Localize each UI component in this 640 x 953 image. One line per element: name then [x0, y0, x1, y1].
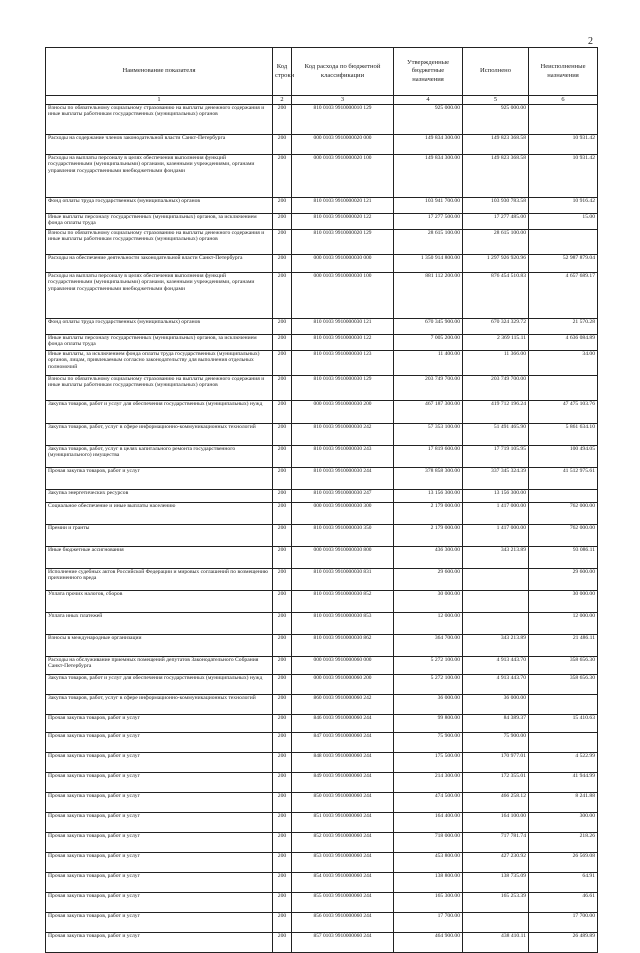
cell-name: Прочая закупка товаров, работ и услуг [46, 893, 273, 913]
cell-executed: 84 389.37 [463, 715, 529, 733]
cell-name: Прочая закупка товаров, работ и услуг [46, 853, 273, 873]
cell-code: 810 0103 9910000010 129 [292, 105, 394, 135]
cell-executed: 172 355.01 [463, 773, 529, 793]
cell-name: Уплата прочих налогов, сборов [46, 591, 273, 613]
cell-line: 200 [273, 351, 292, 376]
cell-name: Прочая закупка товаров, работ и услуг [46, 753, 273, 773]
cell-executed: 75 900.00 [463, 733, 529, 753]
table-row [46, 105, 598, 135]
cell-name: Иные бюджетные ассигнования [46, 547, 273, 569]
cell-code: 849 0103 9910000060 244 [292, 773, 394, 793]
cell-code: 846 0103 9910000060 244 [292, 715, 394, 733]
cell-line: 200 [273, 135, 292, 155]
cell-executed: 203 749 700.00 [463, 376, 529, 401]
cell-approved: 164 400.00 [394, 813, 463, 833]
cell-name: Прочая закупка товаров, работ и услуг [46, 715, 273, 733]
cell-name: Прочая закупка товаров, работ и услуг [46, 793, 273, 813]
cell-approved: 2 179 000.00 [394, 503, 463, 525]
table-row [46, 335, 598, 351]
cell-executed: 925 000.00 [463, 105, 529, 135]
cell-unexecuted: 52 987 879.04 [529, 255, 598, 273]
cell-approved: 29 600.00 [394, 569, 463, 591]
cell-unexecuted: 21 486.11 [529, 635, 598, 657]
cell-executed: 427 230.92 [463, 853, 529, 873]
cell-unexecuted [529, 733, 598, 753]
cell-unexecuted: 30 000.00 [529, 591, 598, 613]
cell-approved: 881 112 200.00 [394, 273, 463, 319]
cell-code: 810 0103 9910000030 122 [292, 335, 394, 351]
cell-unexecuted: 4 657 689.17 [529, 273, 598, 319]
table-row [46, 793, 598, 813]
cell-executed: 11 366.00 [463, 351, 529, 376]
cell-unexecuted: 4 522.99 [529, 753, 598, 773]
page-number: 2 [588, 36, 593, 47]
cell-approved: 378 858 300.00 [394, 468, 463, 490]
cell-name: Социальное обеспечение и иные выплаты населению [46, 503, 273, 525]
cell-line: 200 [273, 675, 292, 695]
cell-unexecuted: 26 569.08 [529, 853, 598, 873]
cell-name: Взносы в международные организации [46, 635, 273, 657]
cell-executed: 438 410.11 [463, 933, 529, 953]
table-row [46, 547, 598, 569]
cell-code: 000 0103 9910000030 200 [292, 401, 394, 424]
cell-code: 810 0103 9910000030 247 [292, 490, 394, 503]
cell-name: Взносы по обязательному социальному страхованию на выплаты денежного содержания и иные выплаты работникам государственных (муниципальных) органов [46, 105, 273, 135]
table-row [46, 468, 598, 490]
cell-unexecuted [529, 376, 598, 401]
cell-executed [463, 913, 529, 933]
cell-line: 200 [273, 753, 292, 773]
cell-approved: 364 700.00 [394, 635, 463, 657]
table-row [46, 503, 598, 525]
cell-executed: 717 781.74 [463, 833, 529, 853]
cell-code: 860 0103 9910000060 242 [292, 695, 394, 715]
cell-line: 200 [273, 913, 292, 933]
cell-executed: 13 156 300.00 [463, 490, 529, 503]
table-row [46, 401, 598, 424]
cell-unexecuted: 41 512 975.61 [529, 468, 598, 490]
cell-unexecuted: 100 494.05 [529, 446, 598, 468]
cell-line: 200 [273, 503, 292, 525]
cell-line: 200 [273, 569, 292, 591]
cell-approved: 165 300.00 [394, 893, 463, 913]
cell-code: 000 0103 9910000030 800 [292, 547, 394, 569]
cell-code: 810 0103 9910000020 129 [292, 230, 394, 255]
cell-line: 200 [273, 833, 292, 853]
cell-approved: 5 272 100.00 [394, 675, 463, 695]
cell-unexecuted: 15.00 [529, 214, 598, 230]
cell-executed: 343 213.89 [463, 635, 529, 657]
cell-code: 810 0103 9910000030 123 [292, 351, 394, 376]
column-number: 4 [394, 96, 463, 105]
cell-line: 200 [273, 547, 292, 569]
table-row [46, 715, 598, 733]
cell-approved: 28 615 100.00 [394, 230, 463, 255]
table-row [46, 753, 598, 773]
cell-approved: 36 000.00 [394, 695, 463, 715]
table-row [46, 933, 598, 953]
column-number: 5 [463, 96, 529, 105]
cell-unexecuted: 46.61 [529, 893, 598, 913]
cell-line: 200 [273, 873, 292, 893]
cell-executed: 337 345 324.39 [463, 468, 529, 490]
table-row [46, 853, 598, 873]
cell-line: 200 [273, 230, 292, 255]
cell-code: 810 0103 9910000030 852 [292, 591, 394, 613]
cell-name: Прочая закупка товаров, работ и услуг [46, 733, 273, 753]
cell-approved: 30 000.00 [394, 591, 463, 613]
table-row [46, 135, 598, 155]
cell-name: Иные выплаты, за исключением фонда оплаты труда государственных (муниципальных) органов, лицам, привлекаемым согласно законодательству для выполнения отдельных полномочий [46, 351, 273, 376]
cell-line: 200 [273, 635, 292, 657]
table-row [46, 675, 598, 695]
cell-code: 000 0103 9910000030 100 [292, 273, 394, 319]
cell-line: 200 [273, 853, 292, 873]
cell-unexecuted: 17 700.00 [529, 913, 598, 933]
cell-code: 855 0103 9910000060 244 [292, 893, 394, 913]
cell-approved: 103 941 700.00 [394, 198, 463, 214]
cell-executed: 149 823 368.58 [463, 155, 529, 198]
cell-executed: 1 297 926 920.96 [463, 255, 529, 273]
cell-approved: 925 000.00 [394, 105, 463, 135]
cell-name: Фонд оплаты труда государственных (муниципальных) органов [46, 198, 273, 214]
cell-approved: 474 500.00 [394, 793, 463, 813]
cell-code: 000 0103 9910000020 000 [292, 135, 394, 155]
table-row [46, 873, 598, 893]
cell-line: 200 [273, 273, 292, 319]
cell-unexecuted: 29 600.00 [529, 569, 598, 591]
cell-approved: 436 300.00 [394, 547, 463, 569]
budget-execution-table [45, 47, 598, 953]
column-number: 1 [46, 96, 273, 105]
cell-unexecuted: 8 241.88 [529, 793, 598, 813]
table-row [46, 657, 598, 675]
cell-line: 200 [273, 773, 292, 793]
header-name: Наименование показателя [46, 48, 273, 96]
cell-unexecuted: 218.26 [529, 833, 598, 853]
cell-approved: 7 005 200.00 [394, 335, 463, 351]
cell-executed: 170 977.01 [463, 753, 529, 773]
cell-name: Прочая закупка товаров, работ и услуг [46, 813, 273, 833]
cell-unexecuted: 762 000.00 [529, 525, 598, 547]
cell-name: Закупка товаров, работ, услуг в целях капитального ремонта государственного (муниципального) имущества [46, 446, 273, 468]
cell-line: 200 [273, 424, 292, 446]
cell-approved: 138 800.00 [394, 873, 463, 893]
cell-unexecuted: 4 636 084.89 [529, 335, 598, 351]
cell-code: 810 0103 9910000030 242 [292, 424, 394, 446]
cell-executed: 138 735.09 [463, 873, 529, 893]
cell-line: 200 [273, 376, 292, 401]
table-row [46, 569, 598, 591]
cell-code: 847 0103 9910000060 244 [292, 733, 394, 753]
column-number: 2 [273, 96, 292, 105]
cell-line: 200 [273, 695, 292, 715]
cell-code: 000 0103 9910000030 000 [292, 255, 394, 273]
cell-approved: 175 500.00 [394, 753, 463, 773]
cell-unexecuted: 26 489.89 [529, 933, 598, 953]
cell-approved: 11 400.00 [394, 351, 463, 376]
cell-unexecuted: 47 475 103.76 [529, 401, 598, 424]
cell-approved: 453 800.00 [394, 853, 463, 873]
cell-executed [463, 569, 529, 591]
cell-unexecuted: 358 656.30 [529, 675, 598, 695]
cell-unexecuted: 5 861 634.10 [529, 424, 598, 446]
cell-unexecuted: 10 916.42 [529, 198, 598, 214]
header-executed: Исполнено [463, 48, 529, 96]
cell-name: Иные выплаты персоналу государственных (муниципальных) органов, за исключением фонда оплаты труда [46, 335, 273, 351]
table-row [46, 695, 598, 715]
cell-executed: 17 277 485.00 [463, 214, 529, 230]
cell-line: 200 [273, 813, 292, 833]
cell-line: 200 [273, 319, 292, 335]
cell-code: 854 0103 9910000060 244 [292, 873, 394, 893]
cell-code: 857 0103 9910000060 244 [292, 933, 394, 953]
cell-approved: 17 277 500.00 [394, 214, 463, 230]
cell-approved: 149 834 300.00 [394, 135, 463, 155]
table-row [46, 319, 598, 335]
column-number: 6 [529, 96, 598, 105]
table-row [46, 273, 598, 319]
table-row [46, 155, 598, 198]
cell-line: 200 [273, 214, 292, 230]
table-row [46, 198, 598, 214]
table-row [46, 913, 598, 933]
cell-line: 200 [273, 715, 292, 733]
cell-executed: 36 000.00 [463, 695, 529, 715]
cell-approved: 214 300.00 [394, 773, 463, 793]
cell-name: Закупка товаров, работ и услуг для обеспечения государственных (муниципальных) нужд [46, 401, 273, 424]
cell-code: 810 0103 9910000020 121 [292, 198, 394, 214]
cell-unexecuted [529, 695, 598, 715]
cell-executed: 17 719 105.95 [463, 446, 529, 468]
cell-approved: 57 353 100.00 [394, 424, 463, 446]
cell-name: Взносы по обязательному социальному страхованию на выплаты денежного содержания и иные выплаты работникам государственных (муниципальных) органов [46, 230, 273, 255]
cell-name: Исполнение судебных актов Российской Федерации и мировых соглашений по возмещению причиненного вреда [46, 569, 273, 591]
cell-name: Расходы на выплаты персоналу в целях обеспечения выполнения функций государственными (муниципальными) органами, казенными учреждениями, органами управления государственными внебюджетными фондами [46, 155, 273, 198]
cell-name: Премии и гранты [46, 525, 273, 547]
table-row [46, 230, 598, 255]
cell-executed: 1 417 000.00 [463, 525, 529, 547]
cell-unexecuted: 64.91 [529, 873, 598, 893]
header-expense-code: Код расхода по бюджетной классификации [292, 48, 394, 96]
cell-unexecuted: 358 656.30 [529, 657, 598, 675]
cell-name: Прочая закупка товаров, работ и услуг [46, 773, 273, 793]
table-row [46, 424, 598, 446]
table-row [46, 833, 598, 853]
cell-line: 200 [273, 401, 292, 424]
cell-approved: 13 156 300.00 [394, 490, 463, 503]
cell-name: Закупка товаров, работ, услуг в сфере информационно-коммуникационных технологий [46, 695, 273, 715]
header-line-code: Код строки [273, 48, 292, 96]
cell-name: Уплата иных платежей [46, 613, 273, 635]
cell-name: Расходы на содержание членов законодательной власти Санкт-Петербурга [46, 135, 273, 155]
cell-unexecuted [529, 230, 598, 255]
cell-approved: 17 819 600.00 [394, 446, 463, 468]
header-unexecuted: Неисполненные назначения [529, 48, 598, 96]
cell-name: Закупка товаров, работ и услуг для обеспечения государственных (муниципальных) нужд [46, 675, 273, 695]
cell-name: Прочая закупка товаров, работ и услуг [46, 468, 273, 490]
cell-approved: 2 179 000.00 [394, 525, 463, 547]
cell-code: 000 0103 9910000060 000 [292, 657, 394, 675]
cell-unexecuted: 762 000.00 [529, 503, 598, 525]
cell-code: 853 0103 9910000060 244 [292, 853, 394, 873]
cell-line: 200 [273, 335, 292, 351]
cell-line: 200 [273, 198, 292, 214]
cell-line: 200 [273, 525, 292, 547]
cell-approved: 17 700.00 [394, 913, 463, 933]
cell-code: 856 0103 9910000060 244 [292, 913, 394, 933]
cell-name: Расходы на обеспечение деятельности законодательной власти Санкт-Петербурга [46, 255, 273, 273]
cell-code: 848 0103 9910000060 244 [292, 753, 394, 773]
cell-line: 200 [273, 733, 292, 753]
cell-unexecuted: 34.00 [529, 351, 598, 376]
table-row [46, 591, 598, 613]
cell-unexecuted: 21 570.28 [529, 319, 598, 335]
cell-line: 200 [273, 490, 292, 503]
cell-approved: 99 800.00 [394, 715, 463, 733]
cell-name: Прочая закупка товаров, работ и услуг [46, 933, 273, 953]
cell-executed: 165 253.39 [463, 893, 529, 913]
cell-executed: 149 823 368.58 [463, 135, 529, 155]
cell-line: 200 [273, 657, 292, 675]
cell-code: 810 0103 9910000030 129 [292, 376, 394, 401]
cell-name: Закупка товаров, работ, услуг в сфере информационно-коммуникационных технологий [46, 424, 273, 446]
cell-executed [463, 591, 529, 613]
cell-name: Расходы на выплаты персоналу в целях обеспечения выполнения функций государственными (муниципальными) органами, казенными учреждениями, органами управления государственными внебюджетными фондами [46, 273, 273, 319]
cell-code: 851 0103 9910000060 244 [292, 813, 394, 833]
table-row [46, 376, 598, 401]
cell-line: 200 [273, 105, 292, 135]
table-row [46, 773, 598, 793]
table-row [46, 255, 598, 273]
cell-approved: 12 000.00 [394, 613, 463, 635]
cell-unexecuted: 93 086.11 [529, 547, 598, 569]
column-number: 3 [292, 96, 394, 105]
cell-unexecuted [529, 490, 598, 503]
table-row [46, 214, 598, 230]
cell-name: Прочая закупка товаров, работ и услуг [46, 833, 273, 853]
cell-executed: 164 100.00 [463, 813, 529, 833]
cell-code: 000 0103 9910000060 200 [292, 675, 394, 695]
cell-name: Прочая закупка товаров, работ и услуг [46, 913, 273, 933]
cell-approved: 1 350 914 800.00 [394, 255, 463, 273]
cell-line: 200 [273, 446, 292, 468]
cell-executed: 419 712 196.24 [463, 401, 529, 424]
cell-executed: 1 417 000.00 [463, 503, 529, 525]
table-row [46, 893, 598, 913]
cell-code: 850 0103 9910000060 244 [292, 793, 394, 813]
cell-code: 852 0103 9910000060 244 [292, 833, 394, 853]
table-row [46, 813, 598, 833]
cell-code: 000 0103 9910000020 100 [292, 155, 394, 198]
table-row [46, 613, 598, 635]
cell-line: 200 [273, 591, 292, 613]
cell-approved: 5 272 100.00 [394, 657, 463, 675]
table-row [46, 351, 598, 376]
cell-executed: 28 615 100.00 [463, 230, 529, 255]
cell-line: 200 [273, 793, 292, 813]
cell-executed [463, 613, 529, 635]
cell-unexecuted: 10 931.42 [529, 135, 598, 155]
cell-executed: 4 913 443.70 [463, 657, 529, 675]
cell-code: 810 0103 9910000030 244 [292, 468, 394, 490]
cell-code: 000 0103 9910000030 300 [292, 503, 394, 525]
cell-unexecuted: 41 944.99 [529, 773, 598, 793]
table-row [46, 525, 598, 547]
cell-unexecuted: 10 931.42 [529, 155, 598, 198]
cell-approved: 203 749 700.00 [394, 376, 463, 401]
cell-name: Расходы на обслуживание приемных помещений депутатов Законодательного Собрания Санкт-Петербурга [46, 657, 273, 675]
cell-line: 200 [273, 255, 292, 273]
cell-code: 810 0103 9910000030 831 [292, 569, 394, 591]
table-row [46, 635, 598, 657]
cell-unexecuted: 15 410.63 [529, 715, 598, 733]
cell-line: 200 [273, 468, 292, 490]
cell-executed: 103 930 783.58 [463, 198, 529, 214]
table-row [46, 490, 598, 503]
cell-unexecuted: 300.00 [529, 813, 598, 833]
table-row [46, 733, 598, 753]
header-approved: Утвержденные бюджетные назначения [394, 48, 463, 96]
cell-code: 810 0103 9910000030 243 [292, 446, 394, 468]
cell-code: 810 0103 9910000030 862 [292, 635, 394, 657]
cell-executed: 2 369 115.11 [463, 335, 529, 351]
cell-code: 810 0103 9910000030 121 [292, 319, 394, 335]
cell-name: Иные выплаты персоналу государственных (муниципальных) органов, за исключением фонда оплаты труда [46, 214, 273, 230]
cell-executed: 876 454 510.83 [463, 273, 529, 319]
cell-line: 200 [273, 155, 292, 198]
cell-name: Прочая закупка товаров, работ и услуг [46, 873, 273, 893]
cell-name: Закупка энергетических ресурсов [46, 490, 273, 503]
cell-line: 200 [273, 613, 292, 635]
cell-code: 810 0103 9910000030 853 [292, 613, 394, 635]
cell-line: 200 [273, 893, 292, 913]
cell-unexecuted: 12 000.00 [529, 613, 598, 635]
cell-approved: 464 900.00 [394, 933, 463, 953]
cell-approved: 467 187 300.00 [394, 401, 463, 424]
cell-approved: 718 000.00 [394, 833, 463, 853]
cell-approved: 75 900.00 [394, 733, 463, 753]
cell-unexecuted [529, 105, 598, 135]
cell-line: 200 [273, 933, 292, 953]
cell-name: Фонд оплаты труда государственных (муниципальных) органов [46, 319, 273, 335]
cell-code: 810 0103 9910000030 350 [292, 525, 394, 547]
table-row [46, 446, 598, 468]
cell-executed: 466 258.12 [463, 793, 529, 813]
cell-code: 810 0103 9910000020 122 [292, 214, 394, 230]
cell-approved: 670 345 900.00 [394, 319, 463, 335]
cell-name: Взносы по обязательному социальному страхованию на выплаты денежного содержания и иные выплаты работникам государственных (муниципальных) органов [46, 376, 273, 401]
cell-executed: 4 913 443.70 [463, 675, 529, 695]
cell-executed: 343 213.89 [463, 547, 529, 569]
cell-executed: 670 324 329.72 [463, 319, 529, 335]
cell-executed: 51 491 465.90 [463, 424, 529, 446]
cell-approved: 149 834 300.00 [394, 155, 463, 198]
